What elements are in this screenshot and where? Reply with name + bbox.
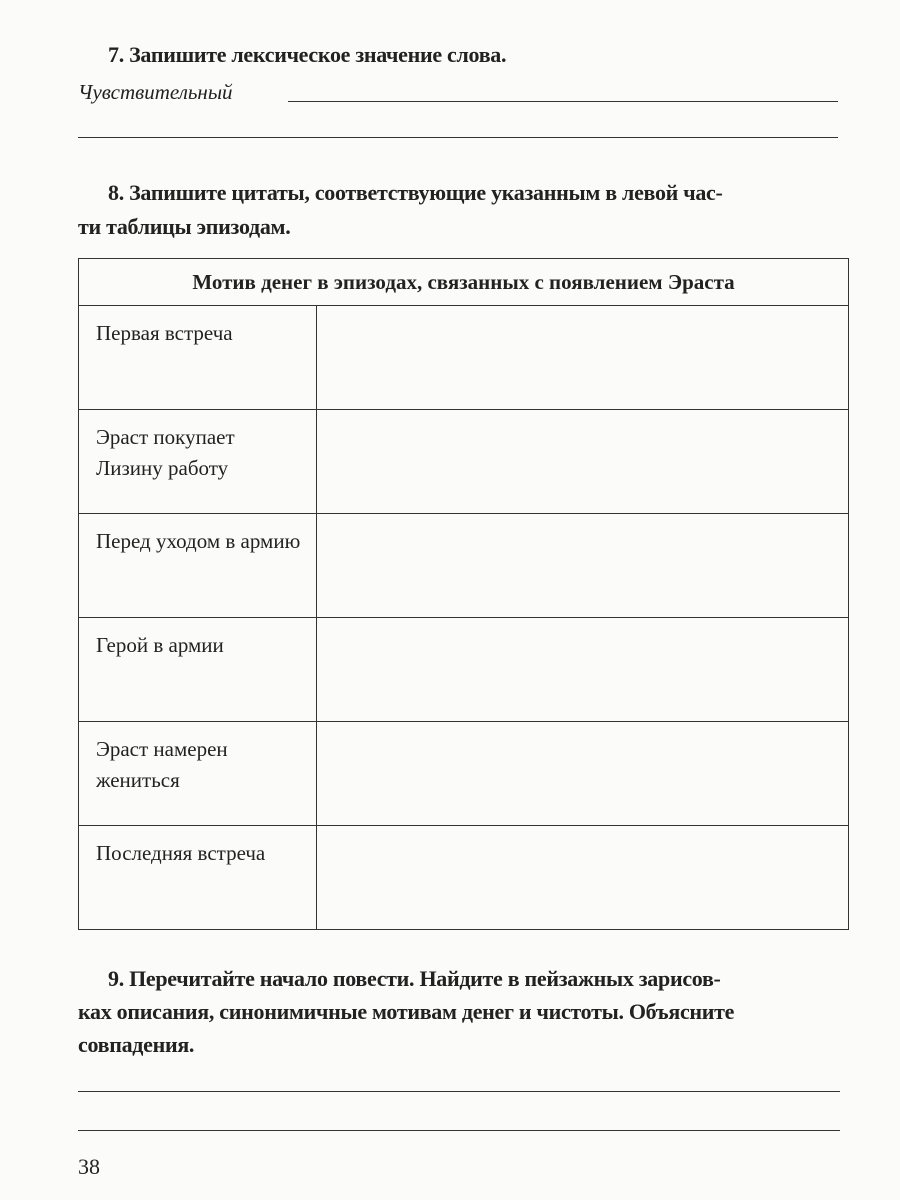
table-row: [79, 826, 849, 930]
task7-heading: 7. Запишите лексическое значение слова.: [108, 42, 507, 67]
quote-cell[interactable]: [317, 514, 849, 618]
answer-line[interactable]: [78, 1130, 840, 1131]
episode-cell: Эраст покупает Лизину работу: [79, 410, 317, 514]
episode-cell: Перед уходом в армию: [79, 514, 317, 618]
table-row: [79, 306, 849, 410]
task9-heading-1: 9. Перечитайте начало повести. Найдите в пейзажных зарисов-: [108, 966, 721, 991]
quote-cell[interactable]: [317, 410, 849, 514]
table-header: Мотив денег в эпизодах, связанных с появлением Эраста: [79, 259, 849, 306]
table-row: [79, 722, 849, 826]
episodes-table: [78, 258, 849, 930]
task9-heading-2: ках описания, синонимичные мотивам денег и чистоты. Объясните: [78, 999, 735, 1024]
page-number: 38: [78, 1154, 100, 1179]
table-row: [79, 514, 849, 618]
task8-heading-1: 8. Запишите цитаты, соответствующие указанным в левой час-: [108, 180, 723, 205]
quote-cell[interactable]: [317, 722, 849, 826]
episode-cell: Эраст намерен жениться: [79, 722, 317, 826]
episode-cell: Герой в армии: [79, 618, 317, 722]
answer-line[interactable]: [288, 101, 838, 102]
task8-heading-2: ти таблицы эпизодам.: [78, 214, 291, 239]
episode-cell: Последняя встреча: [79, 826, 317, 930]
task7-word: Чувствительный: [78, 80, 233, 104]
episode-cell: Первая встреча: [79, 306, 317, 410]
table-row: [79, 618, 849, 722]
task9-heading-3: совпадения.: [78, 1032, 195, 1057]
answer-line[interactable]: [78, 137, 838, 138]
quote-cell[interactable]: [317, 306, 849, 410]
table-row: [79, 410, 849, 514]
answer-line[interactable]: [78, 1091, 840, 1092]
quote-cell[interactable]: [317, 618, 849, 722]
quote-cell[interactable]: [317, 826, 849, 930]
